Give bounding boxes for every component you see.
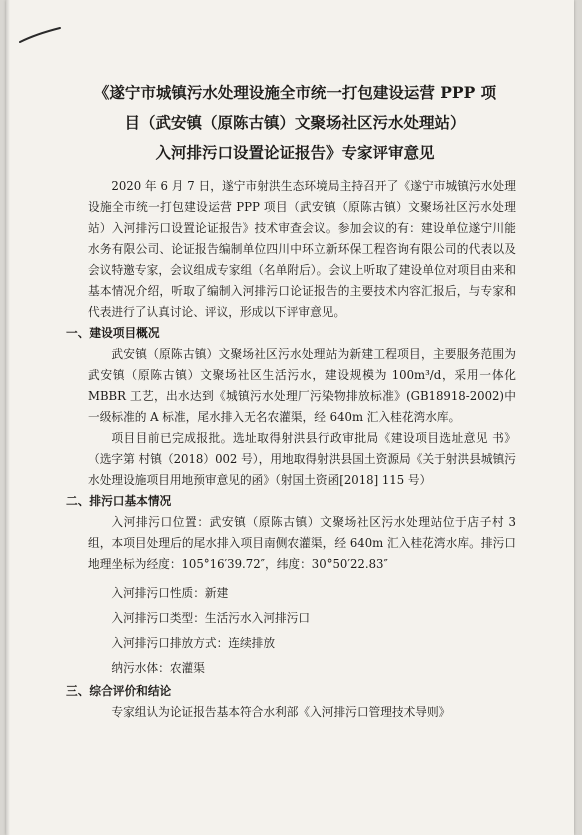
section-1-paragraph-2: 项目目前已完成报批。选址取得射洪县行政审批局《建设项目选址意见 书》（选字第 村镇（2018）002 号），用地取得射洪县国土资源局《关于射洪县城镇污水处理设施项目用地预审意见的函》（射国土资函[2018] 115 号）	[88, 431, 516, 487]
page-fold-shadow	[6, 0, 10, 835]
section-2-paragraph-1: 入河排污口位置：武安镇（原陈古镇）文聚场社区污水处理站位于店子村 3 组，本项目处理后的尾水排入项目南侧农灌渠，经 640m 汇入桂花湾水库。排污口地理坐标为经度：105°16′39.72″，纬度：30°50′22.83″	[88, 515, 516, 571]
title-line-2: 目（武安镇（原陈古镇）文聚场社区污水处理站）	[124, 113, 466, 132]
section-3-paragraph-1: 专家组认为论证报告基本符合水利部《入河排污口管理技术导则》	[111, 705, 451, 719]
section-3-heading: 三、综合评价和结论	[66, 684, 172, 698]
document-body	[66, 176, 516, 723]
outfall-type: 入河排污口类型：生活污水入河排污口	[111, 611, 311, 625]
intro-paragraph: 2020 年 6 月 7 日，遂宁市射洪生态环境局主持召开了《遂宁市城镇污水处理设施全市统一打包建设运营 PPP 项目（武安镇（原陈古镇）文聚场社区污水处理站）入河排污口设置论证报告》技术审查会议。参加会议的有：建设单位遂宁川能水务有限公司、论证报告编制单位四川中环立新环保工程咨询有限公司的代表以及会议特邀专家，会议组成专家组（名单附后）。会议上听取了建设单位对项目由来和基本情况介绍，听取了编制入河排污口论证报告的主要技术内容汇报后，与专家和代表进行了认真讨论、评议，形成以下评审意见。	[88, 179, 516, 319]
section-1-paragraph-1: 武安镇（原陈古镇）文聚场社区污水处理站为新建工程项目，主要服务范围为武安镇（原陈古镇）文聚场社区生活污水，建设规模为 100m³/d，采用一体化 MBBR 工艺，出水达到《城镇污水处理厂污染物排放标准》(GB18918-2002)中一级标准的 A 标准，尾水排入无名农灌渠，经 640m 汇入桂花湾水库。	[88, 347, 516, 424]
section-2-heading: 二、排污口基本情况	[66, 494, 172, 508]
outfall-nature: 入河排污口性质：新建	[111, 586, 229, 600]
document-page	[6, 0, 574, 835]
title-line-1: 《遂宁市城镇污水处理设施全市统一打包建设运营 PPP 项	[93, 83, 497, 102]
document-title	[56, 78, 534, 168]
pen-mark-icon	[18, 26, 62, 46]
receiving-water-body: 纳污水体：农灌渠	[111, 661, 205, 675]
section-1-heading: 一、建设项目概况	[66, 326, 160, 340]
outfall-discharge-mode: 入河排污口排放方式：连续排放	[111, 636, 276, 650]
title-line-3: 入河排污口设置论证报告》专家评审意见	[155, 143, 435, 162]
